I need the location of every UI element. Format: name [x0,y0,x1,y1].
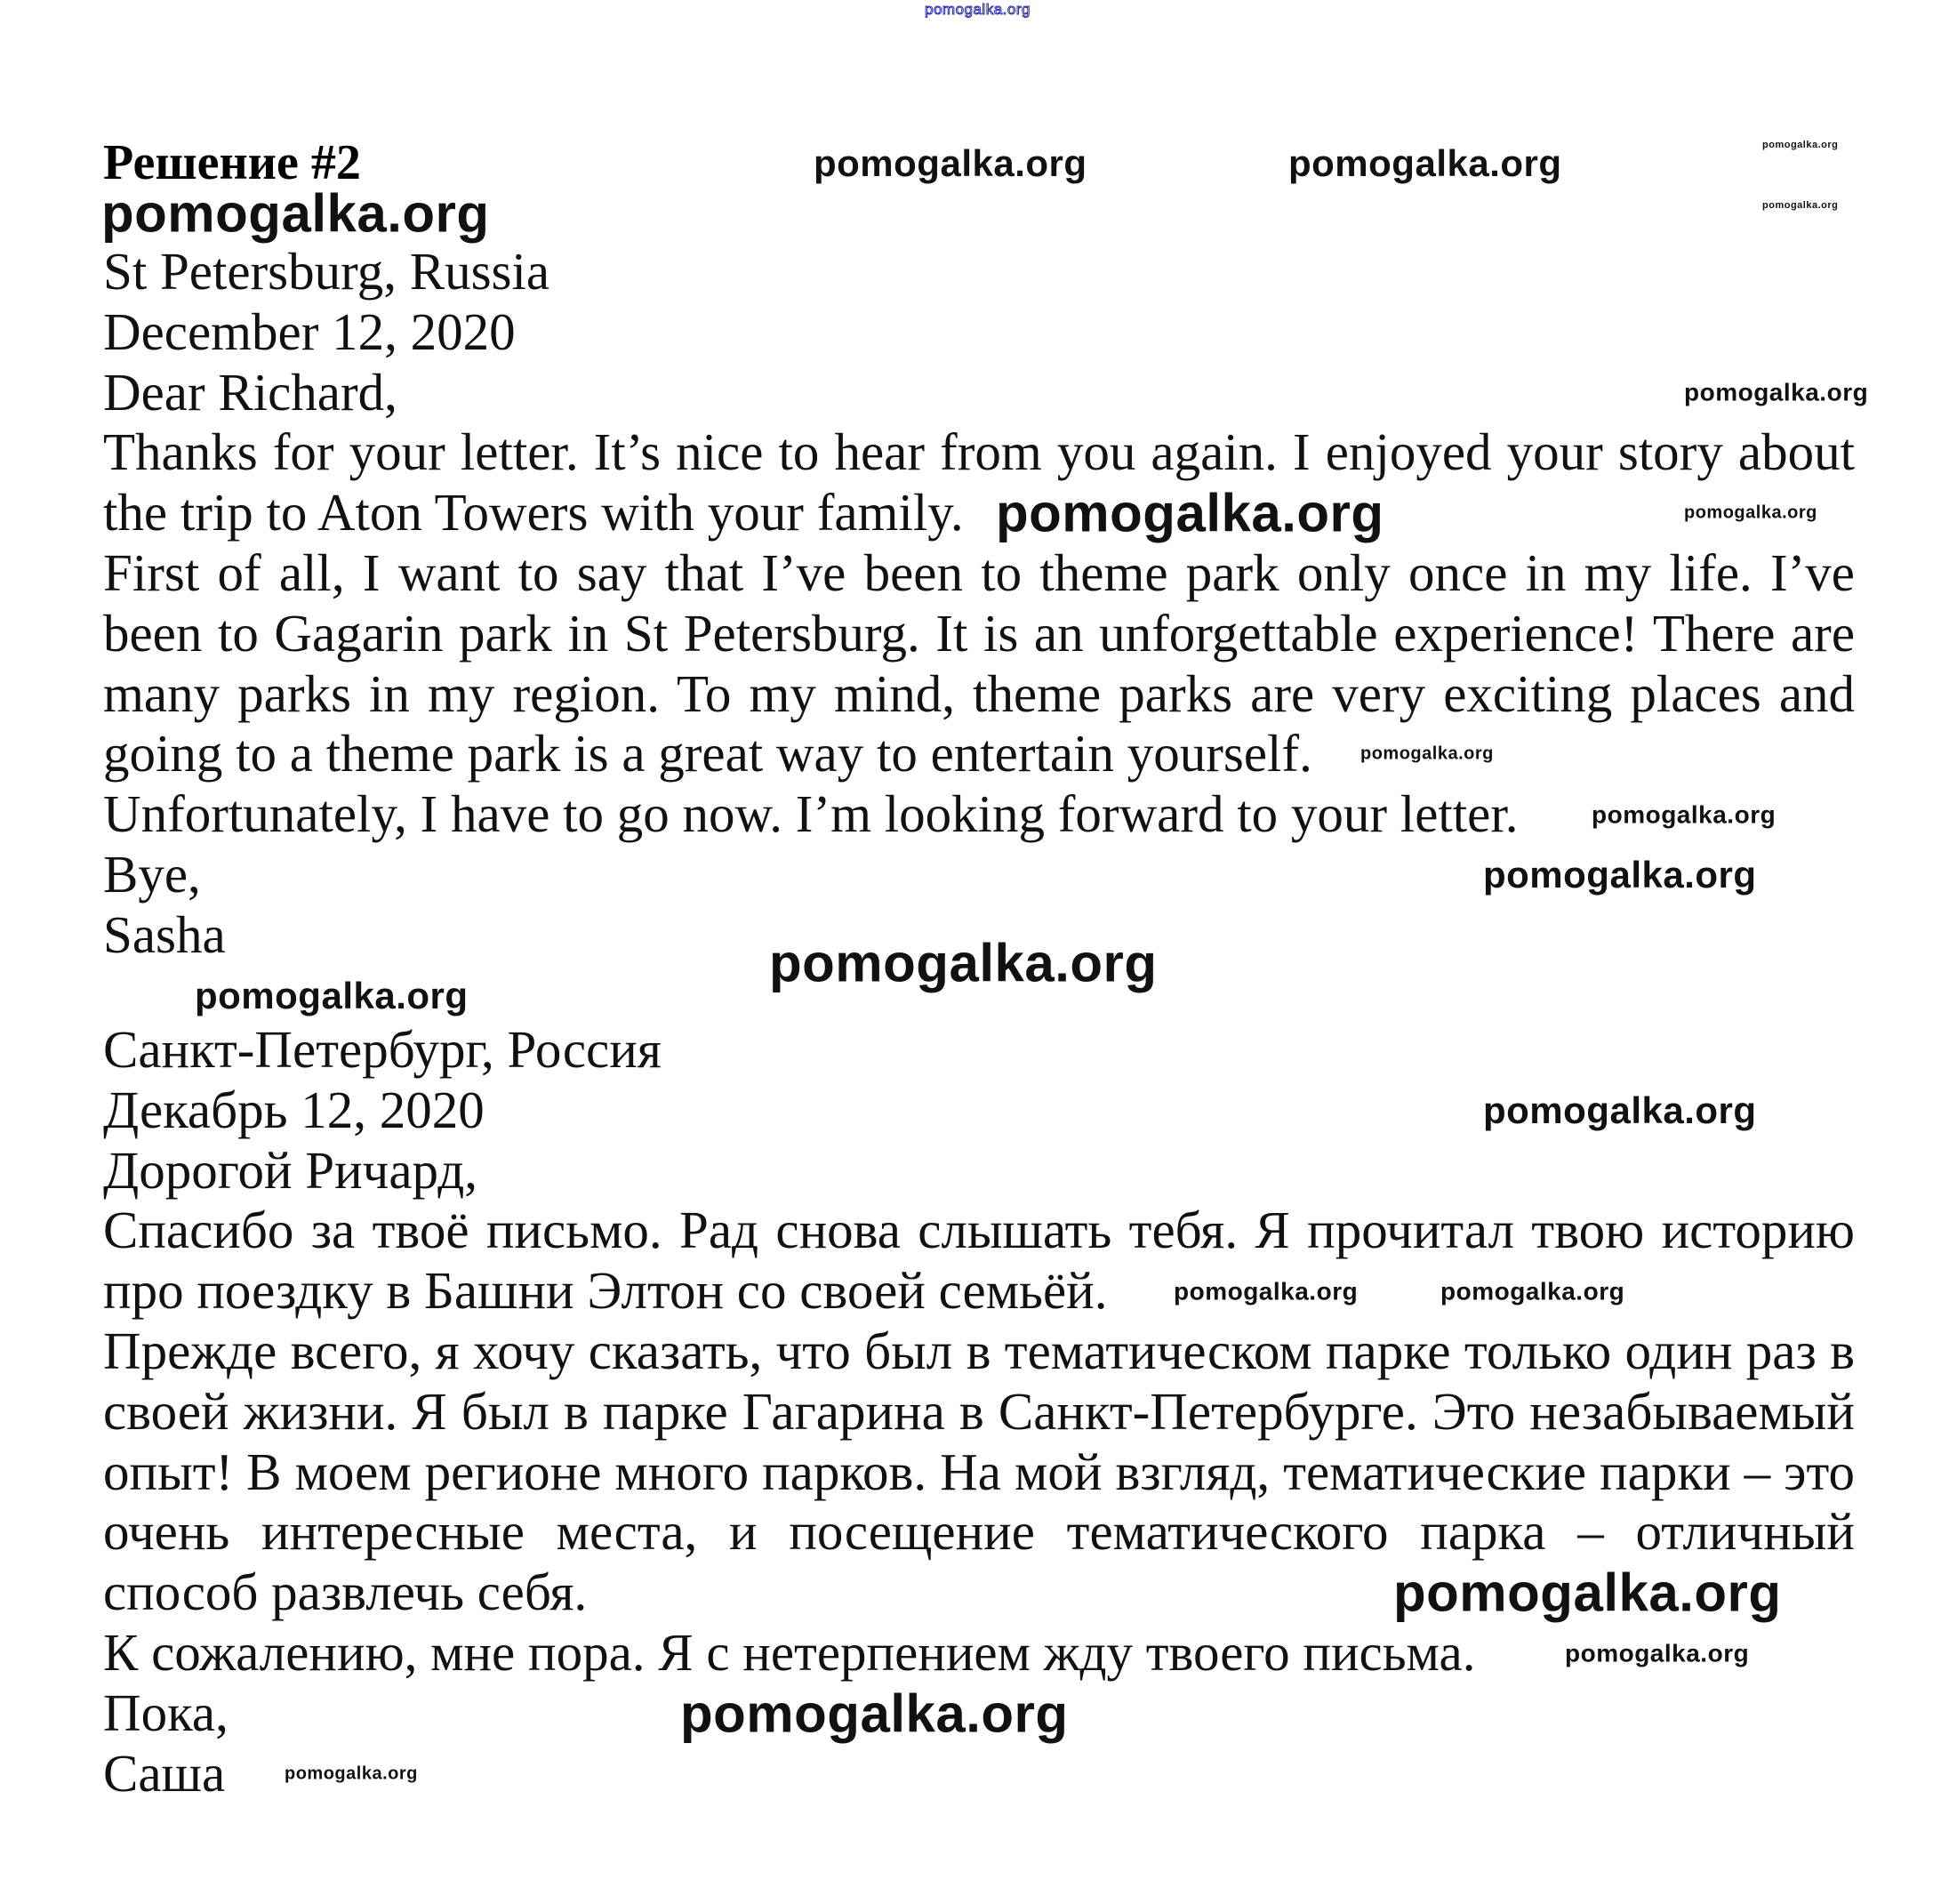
watermark: pomogalka.org [1174,1277,1359,1305]
letter-signature: Sasha [103,904,226,964]
watermark: pomogalka.org [101,183,490,244]
watermark: pomogalka.org [1684,502,1817,523]
watermark: pomogalka.org [680,1683,1069,1744]
watermark: pomogalka.org [1565,1639,1750,1667]
watermark: pomogalka.org [195,974,469,1016]
letter-closing: Bye, [103,844,201,904]
watermark: pomogalka.org [996,483,1384,543]
watermark: pomogalka.org [1483,1089,1757,1131]
watermark: pomogalka.org [1440,1277,1625,1305]
watermark: pomogalka.org [1684,378,1869,406]
watermark: pomogalka.org [1762,140,1839,151]
letter-paragraph: First of all, I want to say that I’ve been to theme park only once in my life. I’ve been to Gagarin park in St Petersburg. It is an unforgettable experience! There are many parks in my region. To my mind, theme parks are very exciting places and going to a theme park is a great way to entertain yourself. [103,542,1855,783]
letter-date: December 12, 2020 [103,301,516,361]
letter-paragraph: Unfortunately, I have to go now. I’m looking forward to your letter. [103,784,1519,844]
watermark: pomogalka.org [285,1763,418,1784]
solution-title: Решение #2 [103,135,361,190]
letter-greeting: Дорогой Ричард, [103,1140,478,1200]
letter-paragraph: Спасибо за твоё письмо. Рад снова слышать тебя. Я прочитал твою историю про поездку в Башни Элтон со своей семьёй. [103,1201,1855,1321]
watermark: pomogalka.org [1360,743,1494,764]
letter-paragraph: Прежде всего, я хочу сказать, что был в тематическом парке только один раз в своей жизни. Я был в парке Гагарина в Санкт-Петербурге. Это незабываемый опыт! В моем регионе много парков. На мой взгляд, тематические парки – это очень интересные места, и посещение тематического парка – отличный способ развлечь себя. [103,1321,1855,1622]
letter-date: Декабрь 12, 2020 [103,1080,485,1139]
watermark: pomogalka.org [1288,141,1562,184]
watermark: pomogalka.org [1592,800,1777,829]
watermark: pomogalka.org [769,933,1158,993]
watermark: pomogalka.org [1483,853,1757,896]
letter-signature: Саша [103,1743,226,1803]
letter-address: St Petersburg, Russia [103,242,550,301]
watermark: pomogalka.org [814,141,1087,184]
letter-address: Санкт-Петербург, Россия [103,1020,662,1079]
letter-paragraph: К сожалению, мне пора. Я с нетерпением жду твоего письма. [103,1622,1476,1682]
letter-paragraph: Thanks for your letter. It’s nice to hear from you again. I enjoyed your story about the trip to Aton Towers with your family. [103,422,1855,542]
watermark: pomogalka.org [1762,200,1839,212]
watermark: pomogalka.org [1393,1563,1782,1623]
letter-greeting: Dear Richard, [103,362,397,422]
letter-closing: Пока, [103,1683,229,1742]
watermark: pomogalka.org [925,1,1031,19]
